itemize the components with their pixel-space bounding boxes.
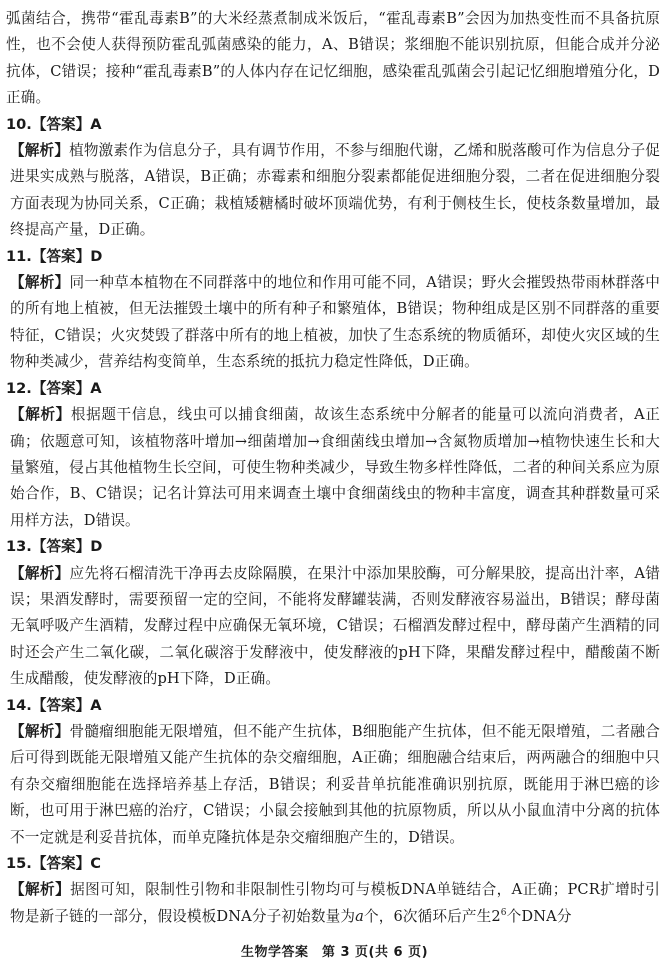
analysis-paragraph	[6, 719, 660, 851]
answer-line	[6, 851, 660, 877]
answer-item-13	[6, 534, 660, 692]
analysis-paragraph	[6, 561, 660, 693]
answer-value: A	[90, 115, 102, 133]
analysis-paragraph	[6, 270, 660, 376]
analysis-text: 同一种草本植物在不同群落中的地位和作用可能不同，A错误；野火会摧毁热带雨林群落中的所有地上植被，但无法摧毁土壤中的所有种子和繁殖体，B错误；物种组成是区别不同群落的重要特征，C错误；火灾焚毁了群落中所有的地上植被，加快了生态系统的物质循环，却使火灾区域的生物种类减少，营养结构变简单，生态系统的抵抗力稳定性降低，D正确。	[10, 274, 661, 371]
analysis-text: 根据题干信息，线虫可以捕食细菌，故该生态系统中分解者的能量可以流向消费者，A正确；依题意可知，该植物落叶增加→细菌增加→食细菌线虫增加→含氮物质增加→植物快速生长和大量繁殖，侵占其他植物生长空间，可使生物种类减少，导致生物多样性降低，二者的种间关系应为原始合作，B、C错误；记名计算法可用来调查土壤中食细菌线虫的物种丰富度，调查其种群数量可采用样方法，D错误。	[10, 406, 660, 529]
analysis-paragraph	[6, 877, 660, 930]
answer-tag: 【答案】	[31, 115, 91, 133]
analysis-tag: 【解析】	[10, 881, 71, 899]
analysis-text-part-3: 个DNA分	[506, 907, 572, 925]
analysis-text-part-1: 据图可知，限制性引物和非限制性引物均可与模板DNA单链结合，A正确；PCR扩增时引物是新子链的一部分，假设模板DNA分子初始数量为	[10, 881, 660, 925]
answer-tag: 【答案】	[31, 247, 91, 265]
analysis-tag: 【解析】	[10, 274, 70, 292]
question-number: 12.	[6, 379, 32, 397]
analysis-tag: 【解析】	[10, 564, 70, 582]
analysis-tag: 【解析】	[10, 406, 71, 424]
answer-line	[6, 112, 660, 138]
answer-value: C	[90, 855, 101, 872]
variable-a: a	[355, 907, 364, 925]
analysis-text: 骨髓瘤细胞能无限增殖，但不能产生抗体，B细胞能产生抗体，但不能无限增殖，二者融合后可得到既能无限增殖又能产生抗体的杂交瘤细胞，A正确；细胞融合结束后，两两融合的细胞中只有杂交瘤细胞能在选择培养基上存活，B错误；利妥昔单抗能准确识别抗原，既能用于淋巴癌的诊断，也可用于淋巴癌的治疗，C错误；小鼠会接触到其他的抗原物质，所以从小鼠血清中分离的抗体不一定就是利妥昔抗体，而单克隆抗体是杂交瘤细胞产生的，D错误。	[10, 722, 660, 846]
answer-item-12	[6, 376, 660, 534]
answer-item-10	[6, 112, 660, 244]
question-number: 10.	[6, 115, 32, 133]
question-number: 11.	[6, 247, 32, 265]
answer-tag: 【答案】	[31, 696, 91, 714]
analysis-paragraph	[6, 138, 660, 244]
answer-line	[6, 534, 660, 560]
intro-paragraph: 弧菌结合，携带“霍乱毒素B”的大米经蒸煮制成米饭后，“霍乱毒素B”会因为加热变性而不具备抗原性，也不会使人获得预防霍乱弧菌感染的能力，A、B错误；浆细胞不能识别抗原，但能合成并分泌抗体，C错误；接种“霍乱毒素B”的人体内存在记忆细胞，感染霍乱弧菌会引起记忆细胞增殖分化，D正确。	[6, 10, 660, 107]
answer-value: D	[90, 538, 103, 556]
answer-line	[6, 376, 660, 402]
answer-tag: 【答案】	[31, 538, 91, 556]
answer-item-11	[6, 244, 660, 376]
page-footer: 生物学答案 第 3 页(共 6 页)	[240, 945, 429, 960]
answer-value: D	[90, 247, 103, 265]
exponent: 6	[500, 907, 507, 918]
answer-tag: 【答案】	[31, 379, 91, 397]
question-number: 15.	[6, 855, 32, 872]
page-content	[6, 6, 660, 930]
analysis-text: 应先将石榴清洗干净再去皮除隔膜，在果汁中添加果胶酶，可分解果胶，提高出汁率，A错误；果酒发酵时，需要预留一定的空间，不能将发酵罐装满，否则发酵液容易溢出，B错误；酵母菌无氧呼吸产生酒精，发酵过程中应确保无氧环境，C错误；石榴酒发酵过程中，酵母菌产生酒精的同时还会产生二氧化碳，二氧化碳溶于发酵液中，使发酵液的pH下降，果醋发酵过程中，醋酸菌不断生成醋酸，使发酵液的pH下降，D正确。	[10, 564, 661, 688]
analysis-tag: 【解析】	[10, 722, 70, 740]
analysis-text-part-2: 个，6次循环后产生2	[363, 907, 501, 925]
question-number: 14.	[6, 696, 32, 714]
answer-item-14	[6, 693, 660, 851]
analysis-text: 植物激素作为信息分子，具有调节作用，不参与细胞代谢，乙烯和脱落酸可作为信息分子促进果实成熟与脱落，A错误，B正确；赤霉素和细胞分裂素都能促进细胞分裂，二者在促进细胞分裂方面表现为协同关系，C正确；栽植矮糖橘时破坏顶端优势，有利于侧枝生长，使枝条数量增加，最终提高产量，D正确。	[10, 142, 660, 239]
answer-value: A	[90, 379, 102, 397]
answer-item-15	[6, 851, 660, 930]
analysis-tag: 【解析】	[10, 142, 70, 160]
answer-value: A	[90, 696, 102, 714]
answer-line	[6, 693, 660, 719]
answer-line	[6, 244, 660, 270]
analysis-paragraph	[6, 402, 660, 534]
question-number: 13.	[6, 538, 32, 556]
answer-tag: 【答案】	[31, 855, 91, 872]
